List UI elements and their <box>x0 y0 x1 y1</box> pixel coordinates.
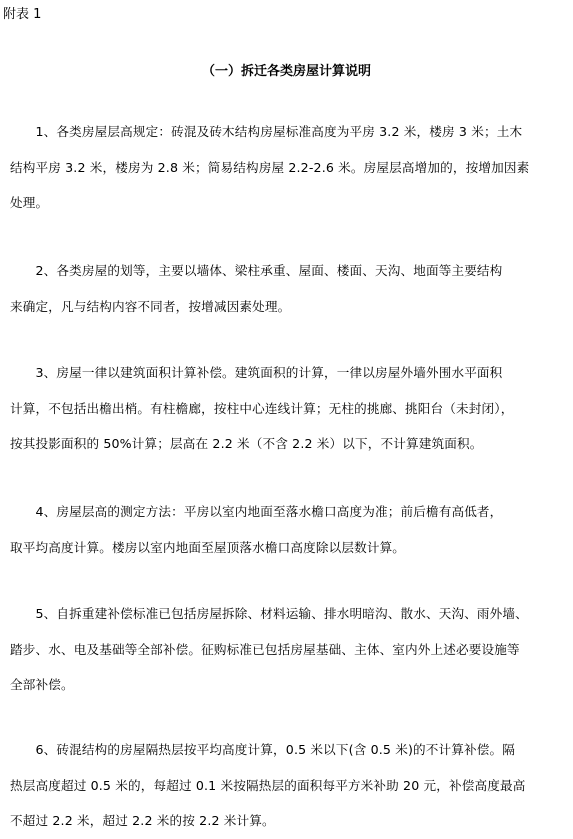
paragraph-line: 2、各类房屋的划等，主要以墙体、梁柱承重、屋面、楼面、天沟、地面等主要结构 <box>10 263 503 278</box>
paragraph-line: 3、房屋一律以建筑面积计算补偿。建筑面积的计算，一律以房屋外墙外围水平面积 <box>10 365 503 380</box>
paragraph-6 <box>10 732 570 839</box>
paragraph-line: 热层高度超过 0.5 米的，每超过 0.1 米按隔热层的面积每平方米补助 20 元，补偿高度最高 <box>10 777 526 793</box>
appendix-label: 附表 1 <box>3 7 42 22</box>
paragraph-line: 踏步、水、电及基础等全部补偿。征购标准已包括房屋基础、主体、室内外上述必要设施等 <box>10 641 520 657</box>
paragraph-4 <box>10 494 570 565</box>
paragraph-1 <box>10 114 570 221</box>
paragraph-line: 5、自拆重建补偿标准已包括房屋拆除、材料运输、排水明暗沟、散水、天沟、雨外墙、 <box>10 606 528 621</box>
paragraph-line: 不超过 2.2 米，超过 2.2 米的按 2.2 米计算。 <box>10 813 275 828</box>
paragraph-line: 6、砖混结构的房屋隔热层按平均高度计算，0.5 米以下(含 0.5 米)的不计算补偿。隔 <box>10 742 515 757</box>
paragraph-line: 全部补偿。 <box>10 677 74 692</box>
paragraph-line: 按其投影面积的 50%计算；层高在 2.2 米（不含 2.2 米）以下，不计算建筑面积。 <box>10 436 483 451</box>
document-title: （一）拆迁各类房屋计算说明 <box>201 64 371 79</box>
paragraph-line: 取平均高度计算。楼房以室内地面至屋顶落水檐口高度除以层数计算。 <box>10 539 406 555</box>
paragraph-5 <box>10 596 570 703</box>
paragraph-line: 结构平房 3.2 米，楼房为 2.8 米；简易结构房屋 2.2-2.6 米。房屋层高增加的，按增加因素 <box>10 159 530 175</box>
paragraph-line: 处理。 <box>10 195 49 210</box>
paragraph-line: 1、各类房屋层高规定：砖混及砖木结构房屋标准高度为平房 3.2 米，楼房 3 米；土木 <box>10 124 523 139</box>
paragraph-line: 4、房屋层高的测定方法：平房以室内地面至落水檐口高度为准；前后檐有高低者， <box>10 504 503 519</box>
paragraph-line: 计算，不包括出檐出梢。有柱檐廊，按柱中心连线计算；无柱的挑廊、挑阳台（未封闭）， <box>10 400 514 416</box>
paragraph-2 <box>10 253 570 324</box>
paragraph-line: 来确定，凡与结构内容不同者，按增减因素处理。 <box>10 298 291 314</box>
paragraph-3 <box>10 355 570 462</box>
